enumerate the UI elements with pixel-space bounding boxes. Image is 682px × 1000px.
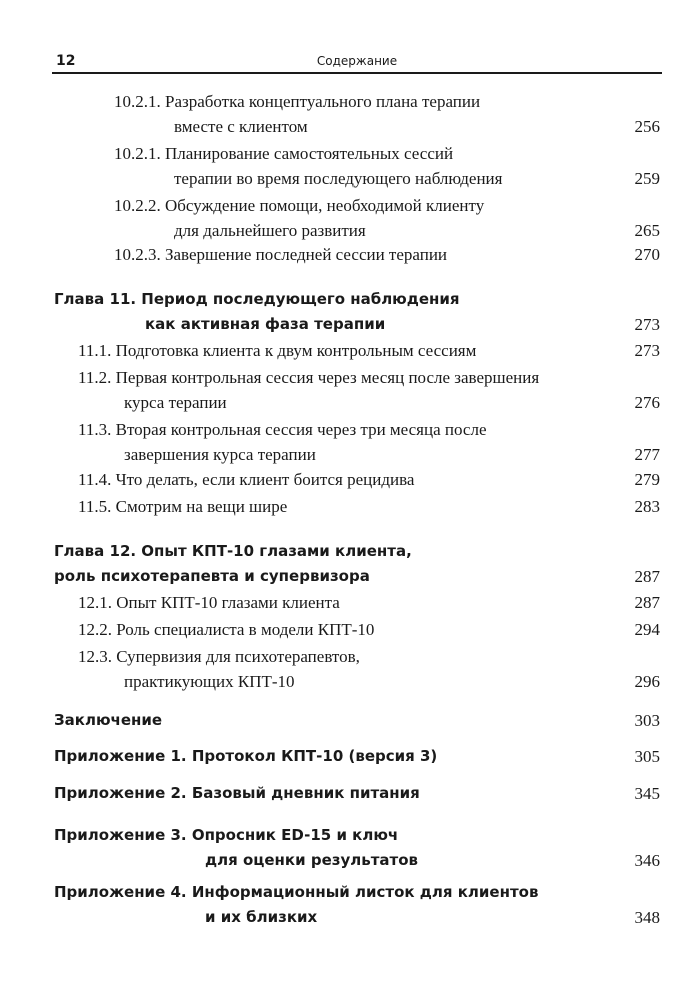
toc-entry-title-line: 12.1. Опыт КПТ-10 глазами клиента <box>78 593 340 612</box>
toc-entry-title-line: терапии во время последующего наблюдения <box>174 169 503 188</box>
toc-entry-title-line: 11.3. Вторая контрольная сессия через три месяца после <box>78 420 487 439</box>
toc-entry-title-line: для оценки результатов <box>205 851 419 869</box>
toc-entry-title-line: вместе с клиентом <box>174 117 308 136</box>
toc-entry-page: 273 <box>634 315 660 334</box>
running-title: Содержание <box>316 54 398 68</box>
toc-entry-title-line: 11.4. Что делать, если клиент боится рецидива <box>78 470 415 489</box>
toc-entry-page: 273 <box>634 341 660 360</box>
toc-entry-page: 270 <box>634 245 660 264</box>
toc-entry-title-line: роль психотерапевта и супервизора <box>54 567 370 585</box>
toc-entry-title-line: 10.2.1. Планирование самостоятельных сессий <box>114 144 454 163</box>
toc-entry-title-line: Глава 11. Период последующего наблюдения <box>54 290 460 308</box>
toc-entry-title-line: курса терапии <box>124 393 227 412</box>
toc-entry-page: 287 <box>634 593 660 612</box>
toc-entry-title-line: Приложение 4. Информационный листок для клиентов <box>54 883 539 901</box>
toc-entry-title-line: как активная фаза терапии <box>145 315 386 333</box>
toc-entry-page: 348 <box>634 908 660 927</box>
toc-entry-page: 283 <box>634 497 660 516</box>
toc-entry-page: 276 <box>634 393 660 412</box>
toc-entry-page: 346 <box>634 851 660 870</box>
toc-entry-title-line: Заключение <box>54 711 163 729</box>
toc-entry-page: 303 <box>634 711 660 730</box>
toc-entry-title-line: 10.2.3. Завершение последней сессии терапии <box>114 245 448 264</box>
toc-entry-title-line: Глава 12. Опыт КПТ-10 глазами клиента, <box>54 542 412 560</box>
toc-entry-page: 277 <box>634 445 660 464</box>
toc-entry-title-line: Приложение 1. Протокол КПТ-10 (версия 3) <box>54 747 438 765</box>
toc-entry-title-line: Приложение 2. Базовый дневник питания <box>54 784 420 802</box>
toc-entry-title-line: практикующих КПТ-10 <box>124 672 295 691</box>
page-header <box>52 52 662 74</box>
toc-entry-page: 259 <box>634 169 660 188</box>
toc-entry-page: 294 <box>634 620 660 639</box>
toc-entry-title-line: 12.3. Супервизия для психотерапевтов, <box>78 647 360 666</box>
toc-entry-title-line: и их близких <box>205 908 318 926</box>
toc-entry-title-line: 10.2.2. Обсуждение помощи, необходимой клиенту <box>114 196 485 215</box>
toc-entry-title-line: 11.1. Подготовка клиента к двум контрольным сессиям <box>78 341 477 360</box>
toc-entry-page: 279 <box>634 470 660 489</box>
toc-entry-title-line: 12.2. Роль специалиста в модели КПТ-10 <box>78 620 375 639</box>
toc-entry-title-line: для дальнейшего развития <box>174 221 366 240</box>
toc-entry-title-line: 11.2. Первая контрольная сессия через месяц после завершения <box>78 368 540 387</box>
toc-entry-page: 256 <box>634 117 660 136</box>
toc-entry-page: 345 <box>634 784 660 803</box>
toc-entry-page: 305 <box>634 747 660 766</box>
toc-entry-page: 265 <box>634 221 660 240</box>
toc-entry-title-line: 11.5. Смотрим на вещи шире <box>78 497 288 516</box>
page-number: 12 <box>56 53 76 69</box>
toc-entry-page: 296 <box>634 672 660 691</box>
toc-entry-title-line: завершения курса терапии <box>124 445 316 464</box>
toc-entry-title-line: Приложение 3. Опросник ED-15 и ключ <box>54 826 399 844</box>
toc-entry-page: 287 <box>634 567 660 586</box>
toc-entry-title-line: 10.2.1. Разработка концептуального плана терапии <box>114 92 481 111</box>
